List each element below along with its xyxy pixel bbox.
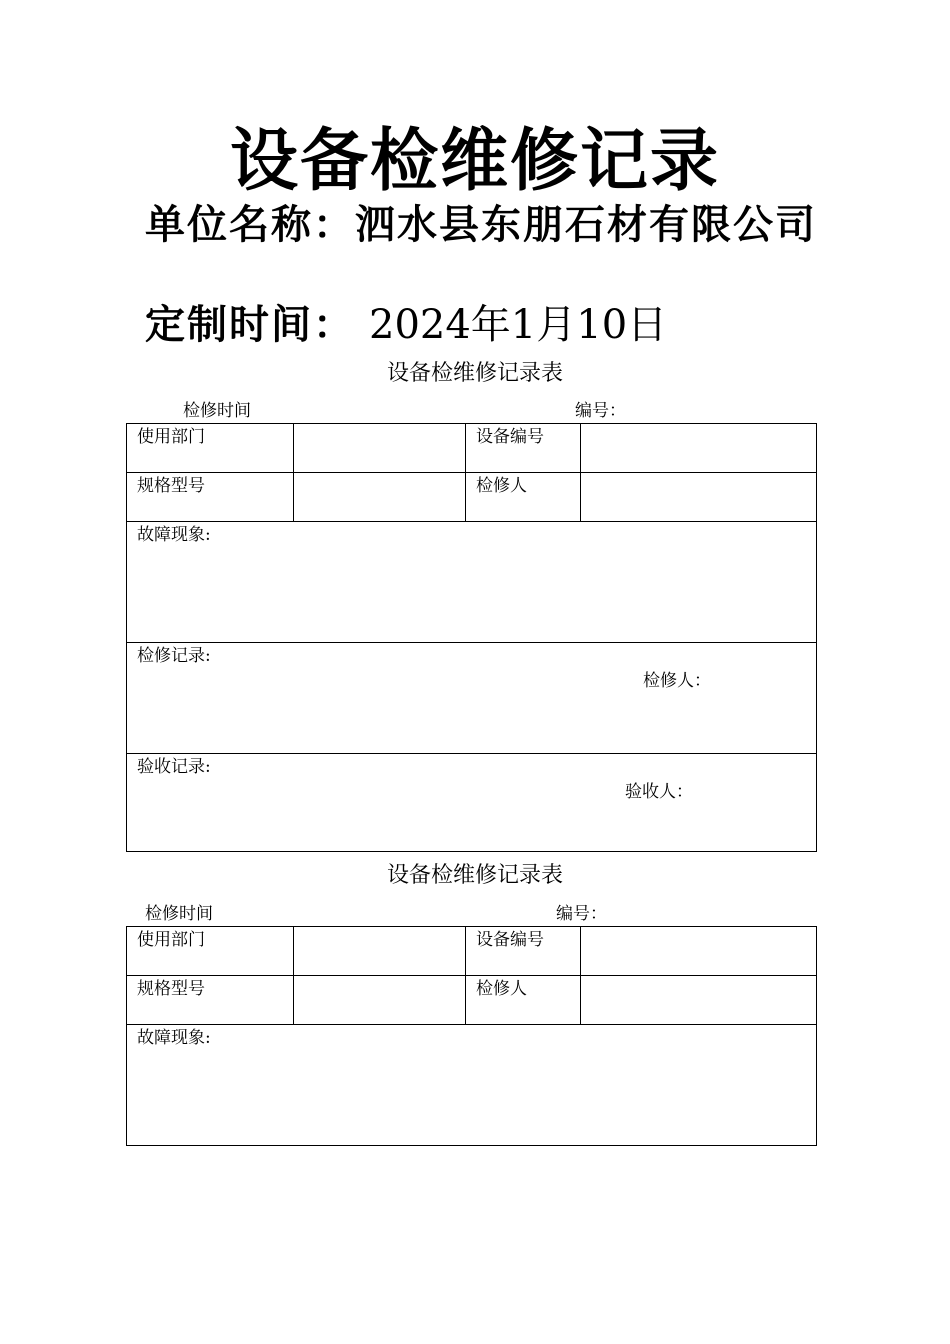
fault-label: 故障现象: — [137, 1028, 211, 1048]
acceptance-record-label: 验收记录: — [137, 757, 211, 777]
form-1-row-spec — [127, 473, 817, 522]
unit-name-line: 单位名称：泗水县东朋石材有限公司 — [145, 202, 817, 248]
fault-field[interactable] — [127, 1025, 817, 1146]
equip-no-value-field[interactable] — [581, 424, 817, 473]
date-value: 2024年1月10日 — [369, 302, 668, 348]
form-2-row-dept — [127, 927, 817, 976]
equip-no-value-field[interactable] — [581, 927, 817, 976]
form-2-title: 设备检维修记录表 — [386, 863, 563, 888]
repairer-value-field[interactable] — [581, 976, 817, 1025]
fault-label: 故障现象: — [137, 525, 211, 545]
repairer-label-cell: 检修人 — [466, 976, 581, 1025]
fault-field[interactable] — [127, 522, 817, 643]
repair-record-signer-label: 检修人： — [643, 671, 711, 691]
equip-no-label-cell: 设备编号 — [466, 927, 581, 976]
form-1-number-label: 编号： — [575, 401, 626, 421]
form-1-row-record — [127, 643, 817, 754]
repair-record-label: 检修记录: — [137, 646, 211, 666]
document-title: 设备检维修记录 — [229, 122, 720, 201]
acceptance-record-field[interactable] — [127, 754, 817, 852]
creation-date-line — [145, 300, 667, 350]
spec-value-field[interactable] — [294, 473, 466, 522]
date-label: 定制时间： — [145, 302, 355, 348]
dept-value-field[interactable] — [294, 424, 466, 473]
form-2-row-spec — [127, 976, 817, 1025]
equip-no-label-cell: 设备编号 — [466, 424, 581, 473]
form-2-repair-time-label: 检修时间 — [145, 904, 213, 924]
repair-record-field[interactable] — [127, 643, 817, 754]
spec-label-cell: 规格型号 — [127, 976, 294, 1025]
form-1-title: 设备检维修记录表 — [386, 361, 563, 386]
acceptance-signer-label: 验收人： — [625, 782, 693, 802]
spec-value-field[interactable] — [294, 976, 466, 1025]
dept-label-cell: 使用部门 — [127, 927, 294, 976]
form-1-row-dept — [127, 424, 817, 473]
form-1-table — [126, 423, 817, 852]
form-2-table — [126, 926, 817, 1146]
spec-label-cell: 规格型号 — [127, 473, 294, 522]
dept-value-field[interactable] — [294, 927, 466, 976]
form-1-row-fault — [127, 522, 817, 643]
form-2-row-fault — [127, 1025, 817, 1146]
form-2-number-label: 编号： — [556, 904, 607, 924]
repairer-value-field[interactable] — [581, 473, 817, 522]
form-1-repair-time-label: 检修时间 — [183, 401, 251, 421]
dept-label-cell: 使用部门 — [127, 424, 294, 473]
form-1-row-accept — [127, 754, 817, 852]
repairer-label-cell: 检修人 — [466, 473, 581, 522]
